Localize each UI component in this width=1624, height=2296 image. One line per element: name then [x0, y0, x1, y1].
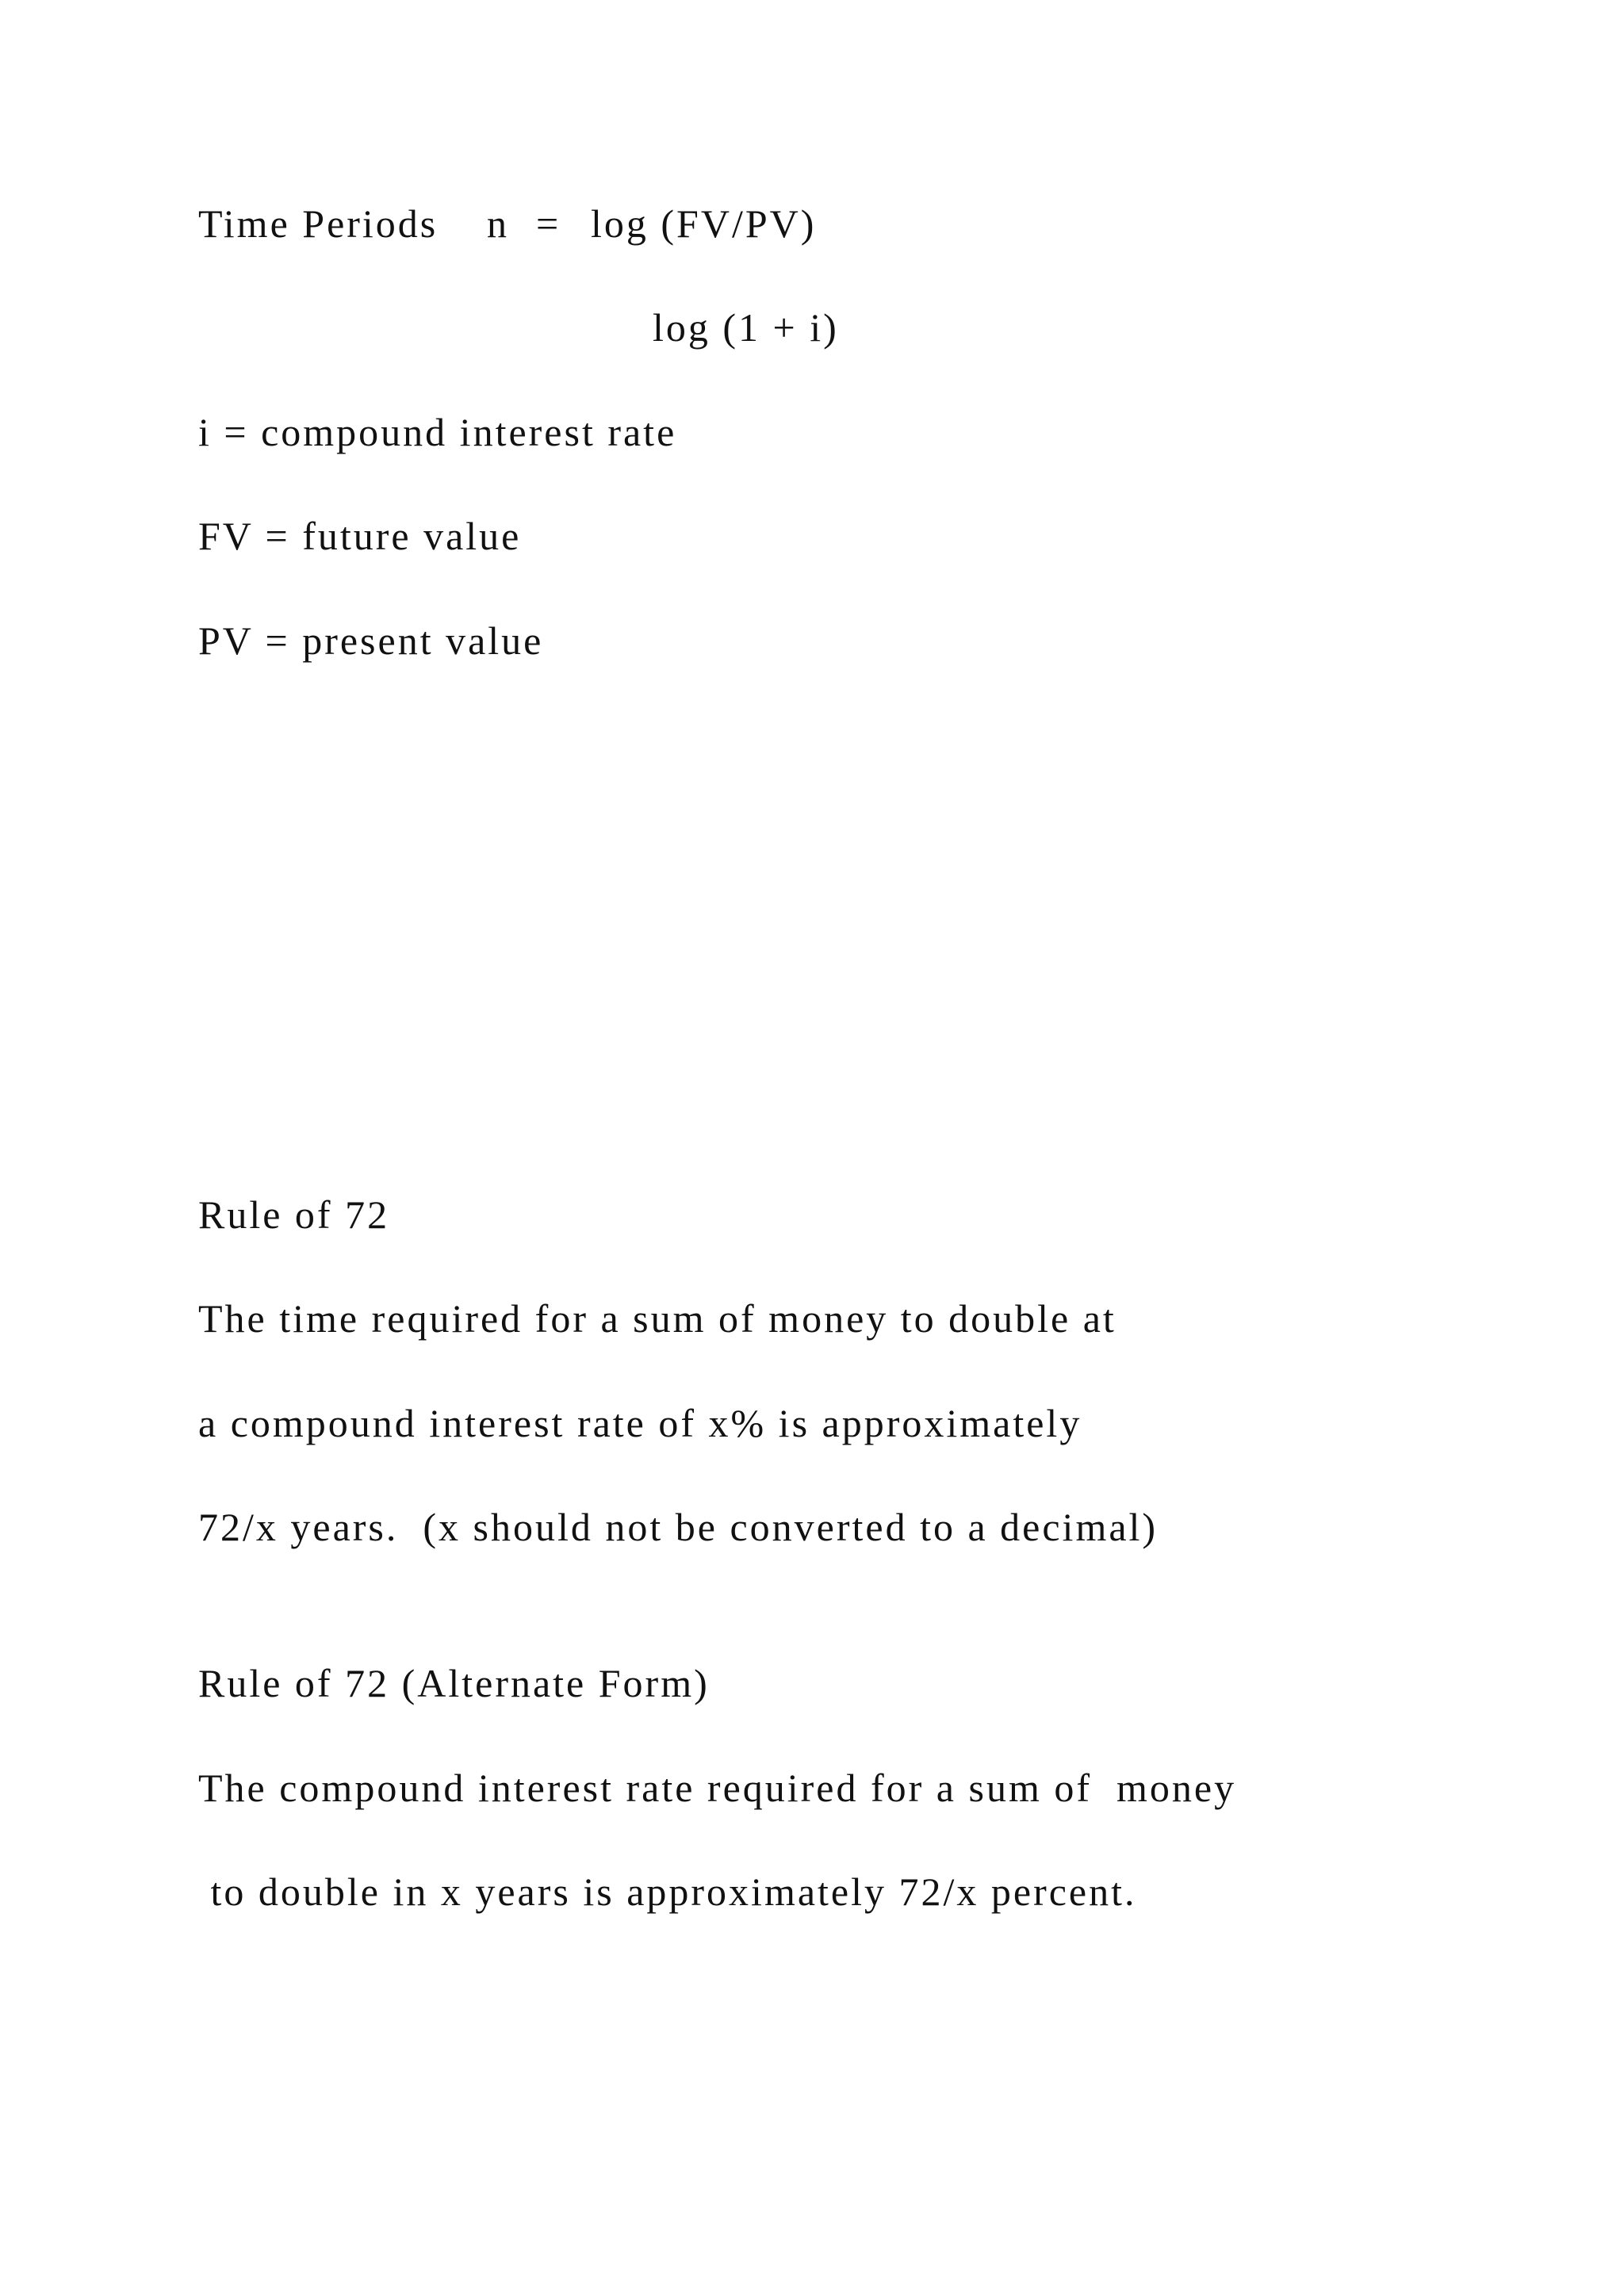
definition-i: i = compound interest rate [198, 410, 677, 454]
definition-fv: FV = future value [198, 514, 522, 558]
rule-of-72-line: 72/x years. (x should not be converted to a decimal) [198, 1505, 1159, 1549]
rule-of-72-alternate-heading: Rule of 72 (Alternate Form) [198, 1661, 710, 1705]
formula-denominator: log (1 + i) [653, 305, 839, 350]
formula-variable: n [487, 201, 509, 246]
definition-pv: PV = present value [198, 618, 544, 663]
formula-equals-sign: = [536, 201, 561, 246]
rule-of-72-alternate-line: to double in x years is approximately 72/x percent. [198, 1869, 1137, 1914]
rule-of-72-line: The time required for a sum of money to double at [198, 1296, 1116, 1341]
rule-of-72-heading: Rule of 72 [198, 1192, 390, 1237]
formula-label: Time Periods [198, 201, 439, 246]
rule-of-72-alternate-line: The compound interest rate required for a sum of money [198, 1766, 1237, 1810]
formula-numerator: log (FV/PV) [591, 201, 817, 246]
rule-of-72-line: a compound interest rate of x% is approximately [198, 1401, 1082, 1445]
